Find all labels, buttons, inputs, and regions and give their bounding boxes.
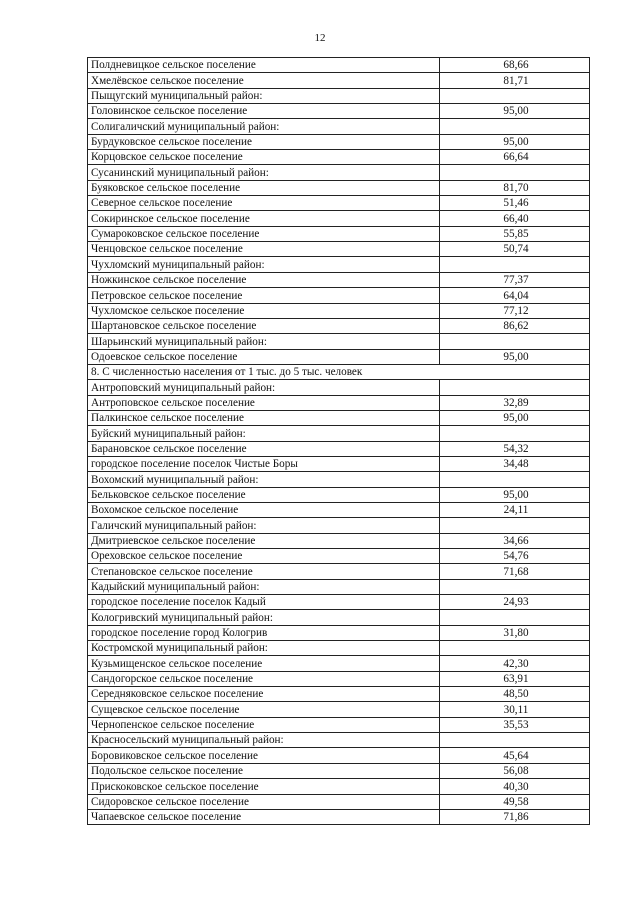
value-cell: 95,00 (440, 134, 590, 149)
table-row (88, 671, 590, 686)
settlement-name-cell: городское поселение город Кологрив (88, 625, 440, 640)
settlement-name-cell: Чернопенское сельское поселение (88, 717, 440, 732)
table-row (88, 272, 590, 287)
table-row (88, 395, 590, 410)
table-row (88, 502, 590, 517)
settlement-name-cell: Солигаличский муниципальный район: (88, 119, 440, 134)
value-cell: 77,12 (440, 303, 590, 318)
settlement-name-cell: Сандогорское сельское поселение (88, 671, 440, 686)
settlement-name-cell: Боровиковское сельское поселение (88, 748, 440, 763)
table-row (88, 104, 590, 119)
settlement-name-cell: Шарьинский муниципальный район: (88, 334, 440, 349)
table-row (88, 380, 590, 395)
value-cell: 35,53 (440, 717, 590, 732)
value-cell: 42,30 (440, 656, 590, 671)
table-row (88, 763, 590, 778)
value-cell: 55,85 (440, 226, 590, 241)
value-cell: 34,66 (440, 533, 590, 548)
table-row (88, 487, 590, 502)
table-row (88, 318, 590, 333)
value-cell: 30,11 (440, 702, 590, 717)
settlement-name-cell: Вохомский муниципальный район: (88, 472, 440, 487)
value-cell: 71,86 (440, 809, 590, 824)
table-row (88, 564, 590, 579)
table-row (88, 257, 590, 272)
settlement-name-cell: Петровское сельское поселение (88, 288, 440, 303)
value-cell (440, 88, 590, 103)
settlement-name-cell: Буяковское сельское поселение (88, 180, 440, 195)
settlement-name-cell: Ножкинское сельское поселение (88, 272, 440, 287)
value-cell (440, 610, 590, 625)
table-row (88, 58, 590, 73)
settlement-name-cell: Костромской муниципальный район: (88, 641, 440, 656)
value-cell (440, 733, 590, 748)
value-cell: 40,30 (440, 779, 590, 794)
settlement-name-cell: Пыщугский муниципальный район: (88, 88, 440, 103)
settlement-name-cell: Полдневицкое сельское поселение (88, 58, 440, 73)
table-row (88, 656, 590, 671)
table-row (88, 687, 590, 702)
table-row (88, 426, 590, 441)
value-cell: 50,74 (440, 242, 590, 257)
table-row (88, 196, 590, 211)
value-cell: 63,91 (440, 671, 590, 686)
value-cell: 95,00 (440, 487, 590, 502)
settlement-name-cell: Кузьмищенское сельское поселение (88, 656, 440, 671)
settlement-name-cell: Сущевское сельское поселение (88, 702, 440, 717)
section-heading-cell: 8. С численностью населения от 1 тыс. до 5 тыс. человек (88, 364, 590, 379)
settlement-name-cell: Сумароковское сельское поселение (88, 226, 440, 241)
settlement-name-cell: Антроповское сельское поселение (88, 395, 440, 410)
settlement-name-cell: Ореховское сельское поселение (88, 549, 440, 564)
value-cell: 81,71 (440, 73, 590, 88)
value-cell (440, 380, 590, 395)
table-row (88, 717, 590, 732)
value-cell: 51,46 (440, 196, 590, 211)
settlement-name-cell: городское поселение поселок Чистые Боры (88, 456, 440, 471)
value-cell: 95,00 (440, 349, 590, 364)
value-cell: 54,32 (440, 441, 590, 456)
table-row (88, 441, 590, 456)
table-row (88, 165, 590, 180)
settlement-name-cell: городское поселение поселок Кадый (88, 595, 440, 610)
value-cell (440, 579, 590, 594)
settlement-name-cell: Палкинское сельское поселение (88, 410, 440, 425)
table-row (88, 180, 590, 195)
settlement-name-cell: Дмитриевское сельское поселение (88, 533, 440, 548)
table-row (88, 303, 590, 318)
table-row (88, 211, 590, 226)
value-cell: 66,64 (440, 150, 590, 165)
value-cell (440, 257, 590, 272)
table-row (88, 518, 590, 533)
settlement-name-cell: Красносельский муниципальный район: (88, 733, 440, 748)
table-row (88, 533, 590, 548)
value-cell: 49,58 (440, 794, 590, 809)
settlement-name-cell: Бурдуковское сельское поселение (88, 134, 440, 149)
table-row (88, 794, 590, 809)
value-cell: 48,50 (440, 687, 590, 702)
settlement-name-cell: Степановское сельское поселение (88, 564, 440, 579)
table-body (88, 58, 590, 825)
table-row (88, 579, 590, 594)
table-row (88, 134, 590, 149)
value-cell: 56,08 (440, 763, 590, 778)
settlement-name-cell: Одоевское сельское поселение (88, 349, 440, 364)
value-cell: 95,00 (440, 104, 590, 119)
settlement-name-cell: Северное сельское поселение (88, 196, 440, 211)
settlement-name-cell: Корцовское сельское поселение (88, 150, 440, 165)
settlement-name-cell: Головинское сельское поселение (88, 104, 440, 119)
value-cell: 95,00 (440, 410, 590, 425)
table-row (88, 625, 590, 640)
table-row (88, 641, 590, 656)
table-row (88, 288, 590, 303)
table-row (88, 733, 590, 748)
page-number: 12 (314, 32, 326, 44)
settlement-name-cell: Галичский муниципальный район: (88, 518, 440, 533)
settlement-name-cell: Бельковское сельское поселение (88, 487, 440, 502)
table-row (88, 73, 590, 88)
table-row (88, 456, 590, 471)
settlement-name-cell: Ченцовское сельское поселение (88, 242, 440, 257)
value-cell: 31,80 (440, 625, 590, 640)
settlement-name-cell: Буйский муниципальный район: (88, 426, 440, 441)
value-cell (440, 518, 590, 533)
value-cell: 24,93 (440, 595, 590, 610)
settlement-name-cell: Чухломский муниципальный район: (88, 257, 440, 272)
settlement-name-cell: Хмелёвское сельское поселение (88, 73, 440, 88)
table-row (88, 809, 590, 824)
settlement-name-cell: Вохомское сельское поселение (88, 502, 440, 517)
value-cell (440, 119, 590, 134)
table-row (88, 549, 590, 564)
table-row (88, 702, 590, 717)
value-cell (440, 426, 590, 441)
value-cell: 86,62 (440, 318, 590, 333)
settlement-name-cell: Антроповский муниципальный район: (88, 380, 440, 395)
table-row (88, 349, 590, 364)
settlement-name-cell: Сидоровское сельское поселение (88, 794, 440, 809)
value-cell (440, 472, 590, 487)
value-cell: 81,70 (440, 180, 590, 195)
settlement-name-cell: Чапаевское сельское поселение (88, 809, 440, 824)
value-cell: 45,64 (440, 748, 590, 763)
value-cell: 54,76 (440, 549, 590, 564)
table-row (88, 150, 590, 165)
settlement-name-cell: Кадыйский муниципальный район: (88, 579, 440, 594)
table-row (88, 88, 590, 103)
table-row (88, 226, 590, 241)
table-row (88, 410, 590, 425)
settlement-name-cell: Середняковское сельское поселение (88, 687, 440, 702)
settlement-name-cell: Прискоковское сельское поселение (88, 779, 440, 794)
value-cell: 68,66 (440, 58, 590, 73)
value-cell: 34,48 (440, 456, 590, 471)
table-row (88, 119, 590, 134)
value-cell: 66,40 (440, 211, 590, 226)
value-cell: 77,37 (440, 272, 590, 287)
settlement-name-cell: Барановское сельское поселение (88, 441, 440, 456)
value-cell (440, 334, 590, 349)
value-cell (440, 165, 590, 180)
settlements-table (87, 57, 590, 825)
settlement-name-cell: Кологривский муниципальный район: (88, 610, 440, 625)
settlement-name-cell: Чухломское сельское поселение (88, 303, 440, 318)
value-cell: 71,68 (440, 564, 590, 579)
table-row (88, 610, 590, 625)
table-row (88, 472, 590, 487)
settlement-name-cell: Подольское сельское поселение (88, 763, 440, 778)
settlement-name-cell: Сокиринское сельское поселение (88, 211, 440, 226)
value-cell: 64,04 (440, 288, 590, 303)
value-cell: 24,11 (440, 502, 590, 517)
value-cell (440, 641, 590, 656)
settlement-name-cell: Шартановское сельское поселение (88, 318, 440, 333)
value-cell: 32,89 (440, 395, 590, 410)
table-row (88, 364, 590, 379)
table-row (88, 748, 590, 763)
table-row (88, 334, 590, 349)
table-row (88, 242, 590, 257)
settlement-name-cell: Сусанинский муниципальный район: (88, 165, 440, 180)
table-row (88, 779, 590, 794)
table-row (88, 595, 590, 610)
